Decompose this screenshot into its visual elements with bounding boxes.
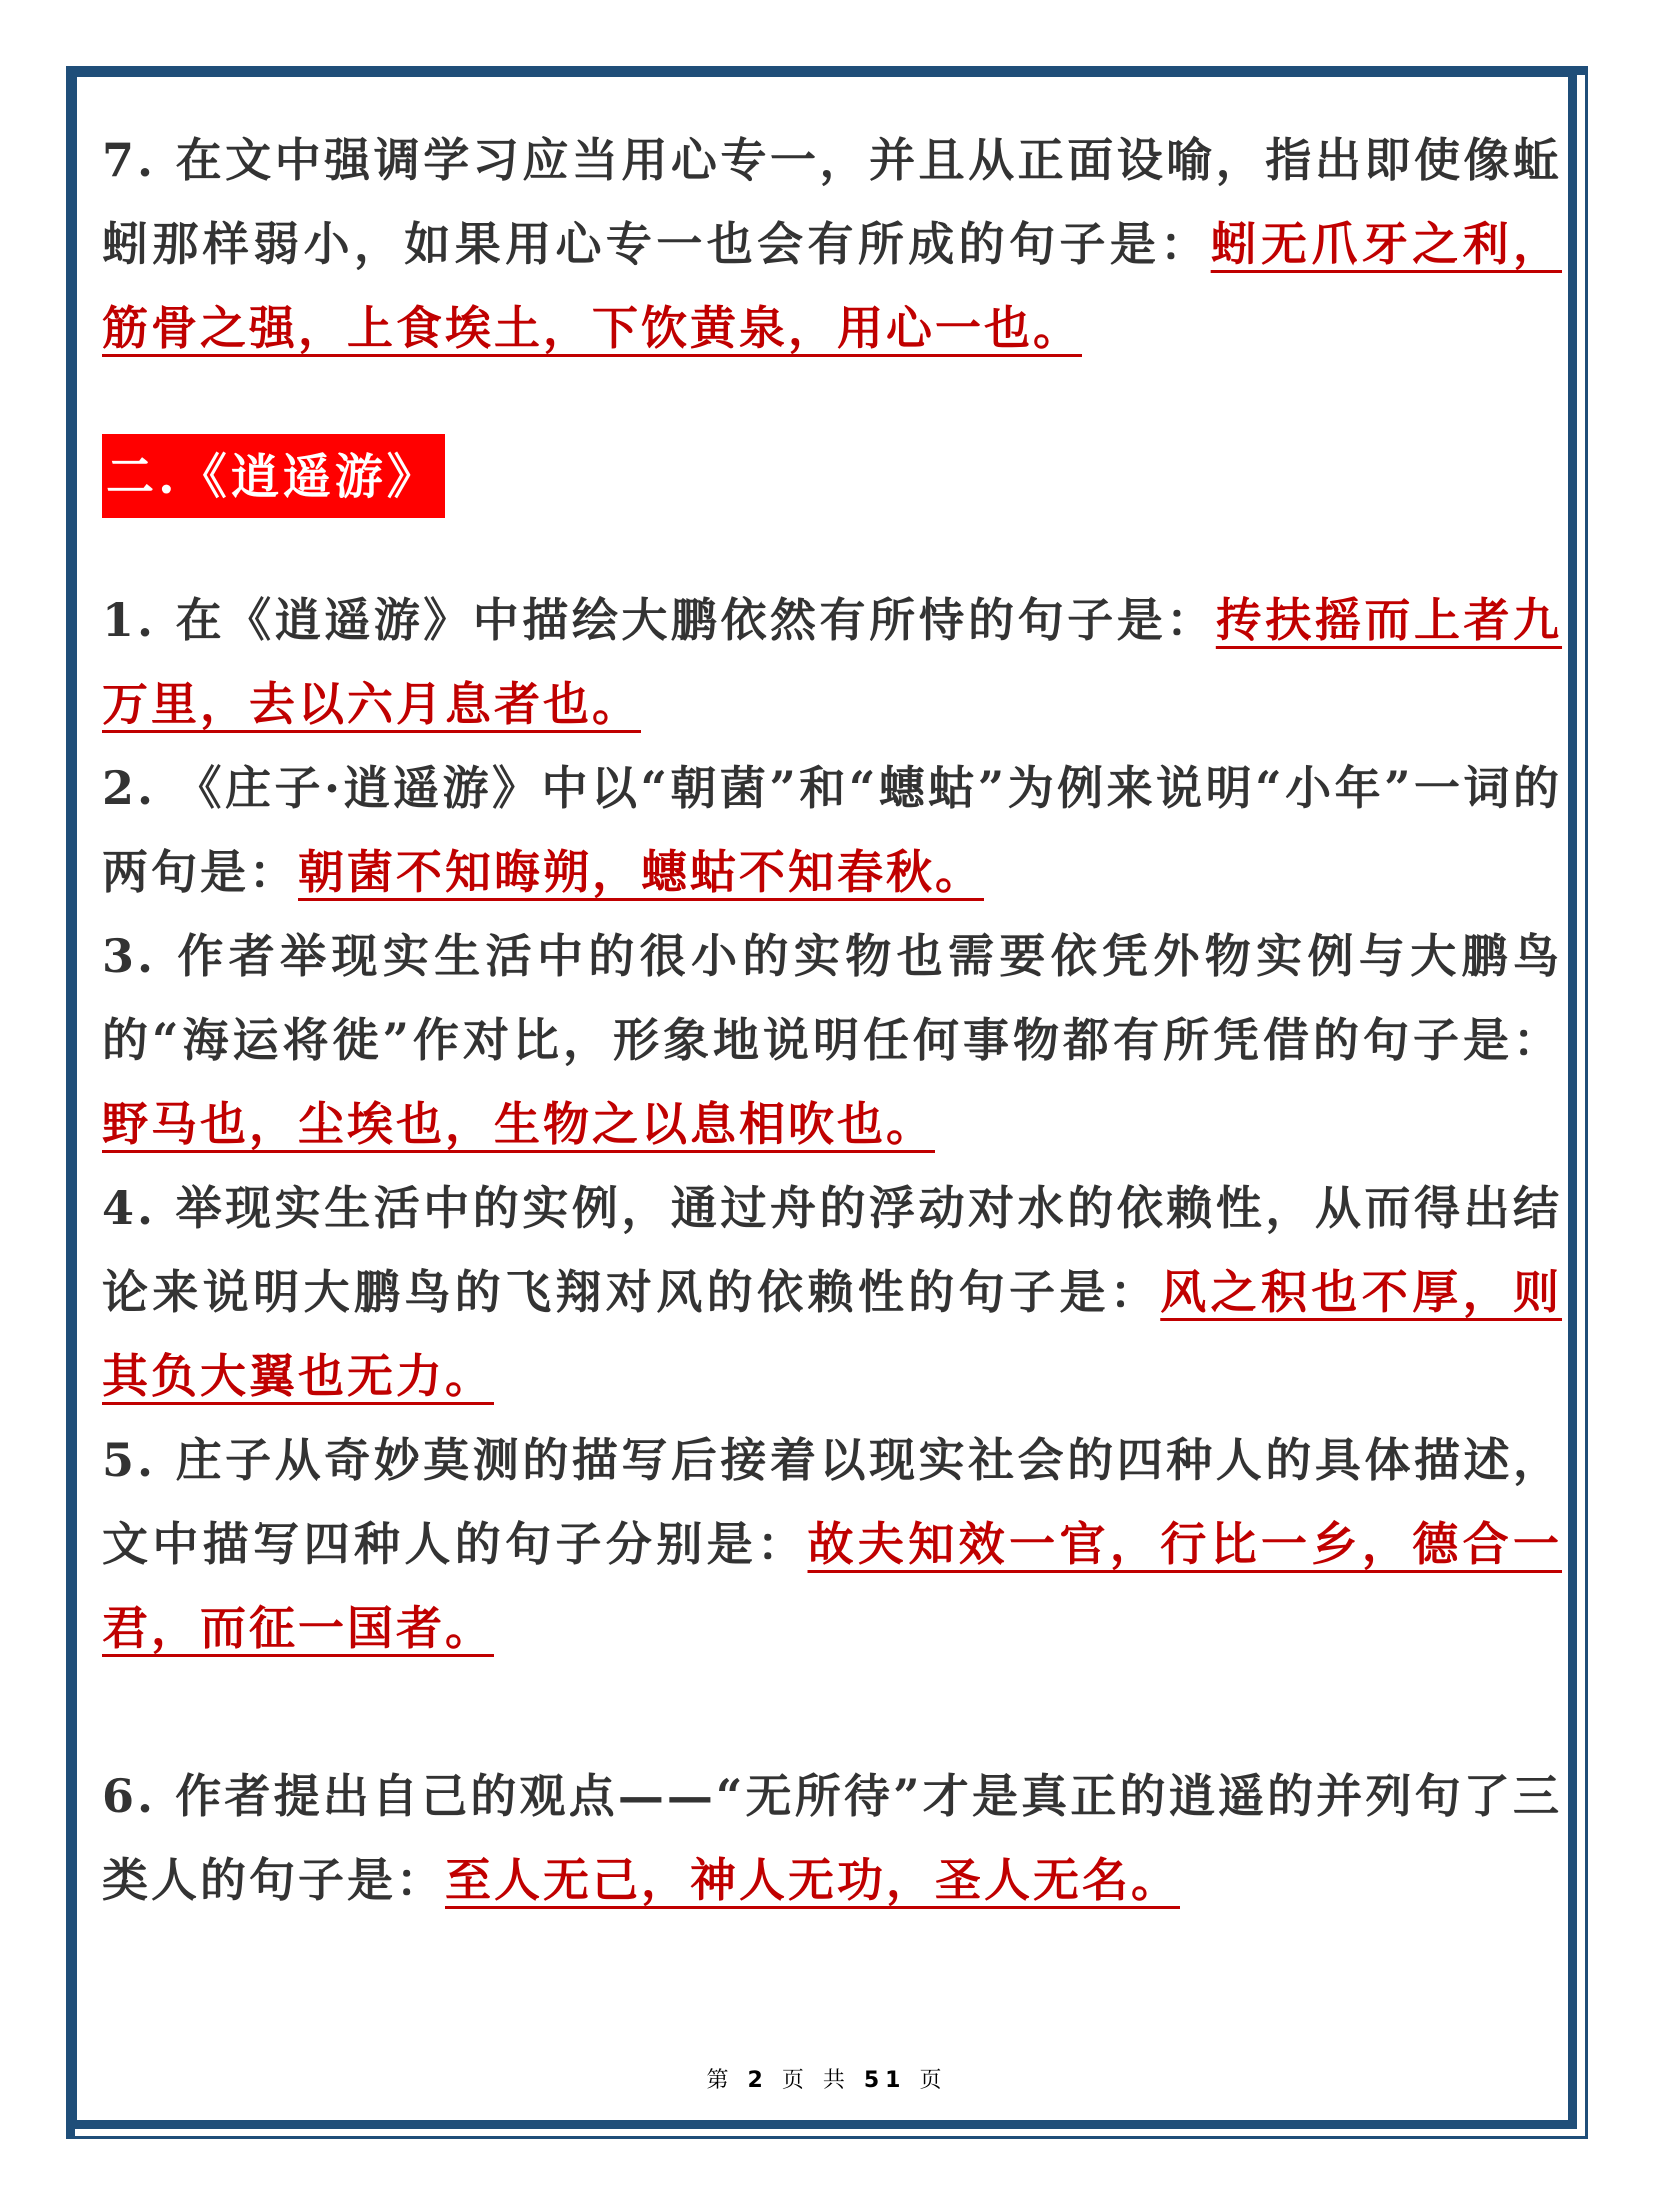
question-number: 4. bbox=[102, 1181, 157, 1235]
question-number: 5. bbox=[102, 1433, 157, 1487]
question-prompt: 举现实生活中的实例，通过舟的浮动对水的依赖性，从而得出结论来说明大鹏鸟的飞翔对风的依赖性的句子是： bbox=[102, 1181, 1563, 1319]
footer-current-page: 2 bbox=[747, 2068, 769, 2093]
question-prompt: 在文中强调学习应当用心专一，并且从正面设喻，指出即使像蚯蚓那样弱小，如果用心专一也会有所成的句子是： bbox=[102, 133, 1563, 271]
question-item-7-prev bbox=[102, 118, 1562, 370]
question-item-2 bbox=[102, 746, 1562, 914]
footer-total-pages: 51 bbox=[863, 2068, 907, 2093]
spacer bbox=[102, 1670, 1562, 1754]
question-answer: 风之积也不厚，则其负大翼也无力。 bbox=[102, 1265, 1563, 1403]
question-answer: 故夫知效一官，行比一乡，德合一君，而征一国者。 bbox=[102, 1517, 1563, 1655]
footer-middle: 页 共 bbox=[781, 2068, 851, 2093]
question-answer: 至人无己，神人无功，圣人无名。 bbox=[445, 1853, 1180, 1907]
page-footer bbox=[0, 2063, 1654, 2094]
question-answer: 抟扶摇而上者九万里，去以六月息者也。 bbox=[102, 593, 1563, 731]
question-item-6 bbox=[102, 1754, 1562, 1922]
question-answer: 蚓无爪牙之利，筋骨之强，上食埃土，下饮黄泉，用心一也。 bbox=[102, 217, 1563, 355]
question-number: 7. bbox=[102, 133, 157, 187]
footer-suffix: 页 bbox=[919, 2068, 948, 2093]
question-number: 2. bbox=[102, 761, 157, 815]
footer-prefix: 第 bbox=[706, 2068, 735, 2093]
question-number: 6. bbox=[102, 1769, 157, 1823]
question-item-3 bbox=[102, 914, 1562, 1166]
question-answer: 朝菌不知晦朔，蟪蛄不知春秋。 bbox=[298, 845, 984, 899]
question-prompt: 在《逍遥游》中描绘大鹏依然有所恃的句子是： bbox=[175, 593, 1216, 647]
page-content bbox=[102, 118, 1562, 1922]
question-item-4 bbox=[102, 1166, 1562, 1418]
section-heading: 二.《逍遥游》 bbox=[102, 434, 445, 518]
question-item-5 bbox=[102, 1418, 1562, 1670]
question-prompt: 庄子从奇妙莫测的描写后接着以现实社会的四种人的具体描述，文中描写四种人的句子分别是： bbox=[102, 1433, 1563, 1571]
question-prompt: 作者提出自己的观点——“无所待”才是真正的逍遥的并列句了三类人的句子是： bbox=[102, 1769, 1562, 1907]
question-item-1 bbox=[102, 578, 1562, 746]
question-prompt: 《庄子·逍遥游》中以“朝菌”和“蟪蛄”为例来说明“小年”一词的两句是： bbox=[102, 761, 1562, 899]
question-prompt: 作者举现实生活中的很小的实物也需要依凭外物实例与大鹏鸟的“海运将徙”作对比，形象地说明任何事物都有所凭借的句子是： bbox=[102, 929, 1563, 1067]
question-number: 3. bbox=[102, 929, 157, 983]
question-number: 1. bbox=[102, 593, 157, 647]
section-heading-wrap bbox=[102, 410, 1562, 560]
question-answer: 野马也，尘埃也，生物之以息相吹也。 bbox=[102, 1097, 935, 1151]
